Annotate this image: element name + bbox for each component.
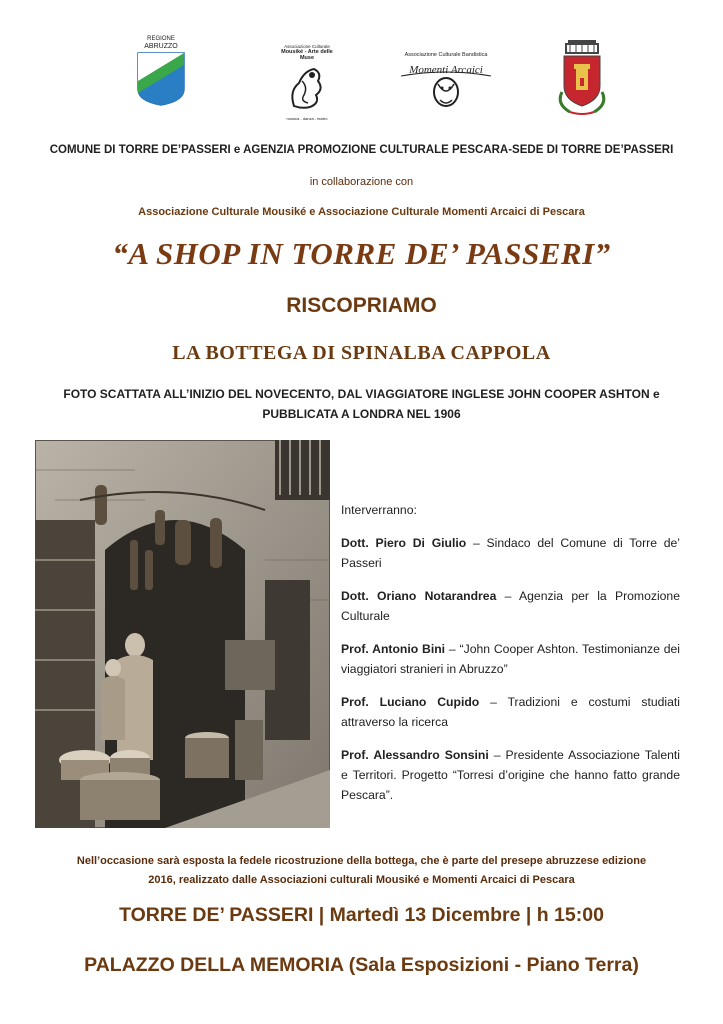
organizers-heading: COMUNE DI TORRE DE’PASSERI e AGENZIA PROMOZIONE CULTURALE PESCARA-SEDE DI TORRE DE’PASSERI	[49, 144, 674, 156]
speaker-item	[341, 586, 680, 626]
event-date-time: TORRE DE’ PASSERI | Martedì 13 Dicembre | h 15:00	[119, 904, 604, 926]
photo-description	[0, 384, 723, 424]
historic-shop-photo	[35, 440, 330, 828]
logo-text-line2: Mousiké - Arte delle Muse	[281, 49, 333, 61]
occasion-line2: 2016, realizzato dalle Associazioni culturali Mousiké e Momenti Arcaici di Pescara	[148, 874, 575, 886]
logo-text-line2: ABRUZZO	[144, 43, 178, 50]
photo-description-line2: PUBBLICATA A LONDRA NEL 1906	[262, 407, 461, 421]
speaker-name: Prof. Alessandro Sonsini	[341, 748, 489, 762]
shop-name-heading: LA BOTTEGA DI SPINALBA CAPPOLA	[172, 342, 551, 364]
speaker-role: – “John Cooper Ashton. Testimonianze dei viaggiatori stranieri in Abruzzo”	[341, 642, 681, 676]
regione-abruzzo-emblem-icon	[136, 51, 186, 106]
occasion-note	[0, 852, 723, 890]
speaker-role: – Presidente Associazione Talenti e Territori. Progetto “Torresi d’origine che hanno fatto grande Pescara”.	[341, 748, 680, 802]
logo-text-line3: musica - danza - teatro	[286, 116, 328, 121]
photo-description-line1: FOTO SCATTATA ALL’INIZIO DEL NOVECENTO, DAL VIAGGIATORE INGLESE JOHN COOPER ASHTON e	[63, 387, 660, 401]
speaker-name: Prof. Luciano Cupido	[341, 695, 480, 709]
momenti-arcaici-logo	[396, 52, 496, 114]
speaker-name: Dott. Piero Di Giulio	[341, 536, 467, 550]
associations-text: Associazione Culturale Mousiké e Associazione Culturale Momenti Arcaici di Pescara	[138, 206, 585, 218]
speaker-role: – Tradizioni e costumi studiati attraverso la ricerca	[341, 695, 680, 729]
speaker-item	[341, 639, 680, 679]
regione-abruzzo-logo	[136, 36, 186, 108]
ornament-figure-icon	[396, 70, 496, 110]
main-title: “A SHOP IN TORRE DE’ PASSERI”	[112, 236, 611, 271]
speaker-role: – Agenzia per la Promozione Culturale	[341, 589, 680, 623]
subtitle: RISCOPRIAMO	[286, 294, 437, 317]
logo-text-line1: Associazione Culturale Bandistica	[404, 52, 488, 58]
coat-of-arms-icon	[556, 38, 608, 118]
occasion-line1: Nell’occasione sarà esposta la fedele ricostruzione della bottega, che è parte del presepe abruzzese edizione	[76, 855, 647, 867]
mousike-logo	[274, 44, 340, 121]
speaker-item	[341, 745, 680, 805]
logo-script-text: Momenti Arcaici	[409, 64, 483, 76]
muse-figure-icon	[274, 61, 340, 111]
logo-text-line1: REGIONE	[147, 36, 175, 42]
speaker-item	[341, 692, 680, 732]
speaker-name: Prof. Antonio Bini	[341, 642, 446, 656]
speaker-role: – Sindaco del Comune di Torre de’ Passeri	[341, 536, 680, 570]
event-location: PALAZZO DELLA MEMORIA (Sala Esposizioni - Piano Terra)	[84, 954, 639, 976]
collaboration-text: in collaborazione con	[309, 176, 414, 188]
speakers-list	[341, 500, 680, 818]
speaker-item	[341, 533, 680, 573]
speaker-name: Dott. Oriano Notarandrea	[341, 589, 497, 603]
comune-coat-of-arms	[556, 38, 608, 118]
logo-text-line1: Associazione Culturale	[284, 44, 330, 49]
speakers-intro: Interverranno:	[341, 503, 417, 517]
